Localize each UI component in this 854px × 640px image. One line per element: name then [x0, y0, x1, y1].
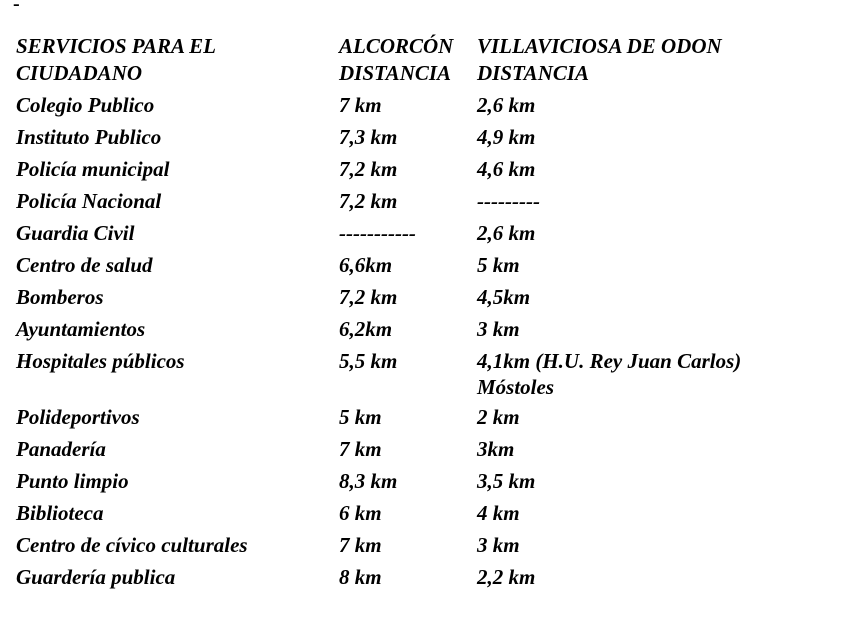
villaviciosa-distance-cell: 4,5km: [477, 285, 531, 309]
alcorcon-distance-cell: -----------: [339, 221, 416, 245]
header-services-line1: SERVICIOS PARA EL: [16, 34, 216, 58]
table-row: [16, 433, 816, 465]
table-row: [16, 345, 816, 401]
table-row: [16, 121, 816, 153]
villaviciosa-distance-cell: 4 km: [477, 501, 520, 525]
villaviciosa-distance-cell: 3 km: [477, 533, 520, 557]
villaviciosa-distance-cell: 2,2 km: [477, 565, 536, 589]
service-cell: Punto limpio: [16, 469, 129, 493]
villaviciosa-distance-cell: 3 km: [477, 317, 520, 341]
header-alcorcon-line2: DISTANCIA: [339, 61, 452, 85]
service-cell: Centro de salud: [16, 253, 153, 277]
table-row: [16, 249, 816, 281]
service-cell: Biblioteca: [16, 501, 104, 525]
alcorcon-distance-cell: 8,3 km: [339, 469, 398, 493]
table-row: [16, 497, 816, 529]
villaviciosa-distance-cell: 2 km: [477, 405, 520, 429]
table-row: [16, 401, 816, 433]
table-row: [16, 217, 816, 249]
service-cell: Guardia Civil: [16, 221, 135, 245]
service-cell: Bomberos: [16, 285, 104, 309]
service-cell: Policía municipal: [16, 157, 170, 181]
services-distance-table: [16, 33, 816, 593]
header-villaviciosa: [477, 33, 816, 89]
table-row: [16, 153, 816, 185]
service-cell: Ayuntamientos: [16, 317, 146, 341]
header-villaviciosa-line2: DISTANCIA: [477, 61, 590, 85]
alcorcon-distance-cell: 6,2km: [339, 317, 393, 341]
alcorcon-distance-cell: 8 km: [339, 565, 382, 589]
service-cell: Policía Nacional: [16, 189, 162, 213]
table-row: [16, 281, 816, 313]
alcorcon-distance-cell: 7 km: [339, 437, 382, 461]
table-row: [16, 185, 816, 217]
service-cell: Hospitales públicos: [16, 349, 185, 373]
header-services: [16, 33, 339, 89]
service-cell: Guardería publica: [16, 565, 176, 589]
alcorcon-distance-cell: 7 km: [339, 93, 382, 117]
header-alcorcon-line1: ALCORCÓN: [339, 34, 454, 58]
header-services-line2: CIUDADANO: [16, 61, 143, 85]
table-row: [16, 529, 816, 561]
top-dash-mark: -: [13, 0, 20, 15]
service-cell: Polideportivos: [16, 405, 140, 429]
alcorcon-distance-cell: 6 km: [339, 501, 382, 525]
header-alcorcon: [339, 33, 477, 89]
villaviciosa-distance-cell: 5 km: [477, 253, 520, 277]
table-header-row: [16, 33, 816, 89]
service-cell: Panadería: [16, 437, 106, 461]
table-row: [16, 561, 816, 593]
villaviciosa-distance-cell: 2,6 km: [477, 93, 536, 117]
alcorcon-distance-cell: 5 km: [339, 405, 382, 429]
villaviciosa-distance-cell: 3km: [477, 437, 515, 461]
alcorcon-distance-cell: 7,3 km: [339, 125, 398, 149]
table-row: [16, 89, 816, 121]
service-cell: Centro de cívico culturales: [16, 533, 248, 557]
table-row: [16, 465, 816, 497]
alcorcon-distance-cell: 7 km: [339, 533, 382, 557]
alcorcon-distance-cell: 7,2 km: [339, 285, 398, 309]
table-row: [16, 313, 816, 345]
service-cell: Instituto Publico: [16, 125, 162, 149]
alcorcon-distance-cell: 7,2 km: [339, 157, 398, 181]
villaviciosa-distance-cell: 2,6 km: [477, 221, 536, 245]
villaviciosa-distance-cell: ---------: [477, 189, 540, 213]
villaviciosa-distance-cell: 4,9 km: [477, 125, 536, 149]
villaviciosa-distance-cell: 4,6 km: [477, 157, 536, 181]
alcorcon-distance-cell: 7,2 km: [339, 189, 398, 213]
alcorcon-distance-cell: 6,6km: [339, 253, 393, 277]
villaviciosa-distance-cell: 4,1km (H.U. Rey Juan Carlos) Móstoles: [477, 349, 742, 399]
header-villaviciosa-line1: VILLAVICIOSA DE ODON: [477, 34, 722, 58]
alcorcon-distance-cell: 5,5 km: [339, 349, 398, 373]
villaviciosa-distance-cell: 3,5 km: [477, 469, 536, 493]
service-cell: Colegio Publico: [16, 93, 155, 117]
